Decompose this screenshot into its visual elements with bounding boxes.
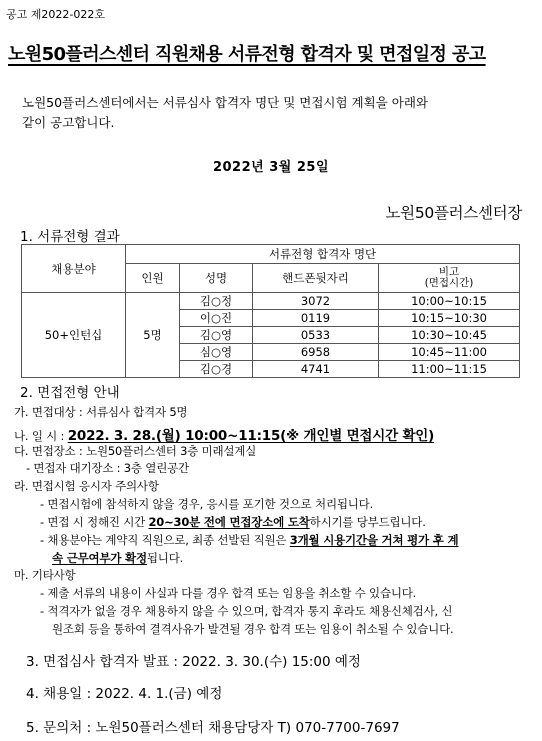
time-cell: 10:00~10:15 — [379, 293, 520, 310]
item-ra: 라. 면접시험 응시자 주의사항 — [14, 479, 159, 493]
item-ra-2 — [40, 514, 426, 530]
item-ma-1: - 제출 서류의 내용이 사실과 다를 경우 합격 또는 임용을 취소할 수 있습니다. — [40, 586, 417, 600]
time-cell: 10:45~11:00 — [379, 344, 520, 361]
item-ra-3-a: - 채용분야는 계약직 직원으로, 최종 선발된 직원은 — [40, 533, 290, 547]
col-phone-header: 핸드폰뒷자리 — [253, 264, 379, 293]
section-2-heading: 2. 면접전형 안내 — [20, 385, 120, 401]
field-cell: 50+인턴십 — [22, 293, 126, 378]
section-3: 3. 면접심사 합격자 발표 : 2022. 3. 30.(수) 15:00 예정 — [26, 654, 361, 670]
item-da: 다. 면접장소 : 노원50플러스센터 3층 미래설계실 — [14, 444, 257, 458]
notice-date: 2022년 3월 25일 — [212, 160, 330, 175]
item-ra-1: - 면접시험에 참석하지 않을 경우, 응시를 포기한 것으로 처리됩니다. — [40, 497, 374, 511]
item-ma-2b: 원조회 등을 통하여 결격사유가 발견될 경우 합격 또는 임용이 취소될 수 있습니다. — [52, 622, 454, 636]
time-cell: 11:00~11:15 — [379, 361, 520, 378]
phone-cell: 0119 — [253, 310, 379, 327]
intro-line-2: 같이 공고합니다. — [22, 115, 115, 130]
col-count-header: 인원 — [126, 264, 180, 293]
item-ra-2-a: - 면접 시 정해진 시간 — [40, 515, 149, 529]
item-na-label: 나. 일 시 : — [14, 429, 68, 443]
name-cell: 김○영 — [180, 327, 253, 344]
col-note-header — [379, 264, 520, 293]
time-cell: 10:30~10:45 — [379, 327, 520, 344]
notice-number: 공고 제2022-022호 — [6, 8, 105, 21]
item-na — [14, 424, 434, 444]
item-ra-3-d: 됩니다. — [146, 551, 184, 565]
result-table — [21, 244, 520, 378]
page-title: 노원50플러스센터 직원채용 서류전형 합격자 및 면접일정 공고 — [8, 44, 486, 65]
item-da-sub: - 면접자 대기장소 : 3층 열린공간 — [26, 461, 189, 475]
item-ra-3 — [40, 532, 458, 548]
item-ra-3-cont — [52, 550, 183, 566]
col-note-label: 비고 — [438, 266, 460, 278]
name-cell: 이○진 — [180, 310, 253, 327]
signer: 노원50플러스센터장 — [385, 204, 522, 222]
item-ma-2: - 적격자가 없을 경우 채용하지 않을 수 있으며, 합격자 통지 후라도 채용신체검사, 신 — [40, 604, 453, 618]
col-field-header: 채용분야 — [22, 245, 126, 293]
section-5: 5. 문의처 : 노원50플러스센터 채용담당자 T) 070-7700-7697 — [26, 720, 400, 736]
col-name-header: 성명 — [180, 264, 253, 293]
name-cell: 김○정 — [180, 293, 253, 310]
group-header: 서류전형 합격자 명단 — [126, 245, 520, 264]
probation-notice: 3개월 시용기간을 거쳐 평가 후 계 — [289, 533, 459, 547]
item-ma: 마. 기타사항 — [14, 568, 76, 582]
time-cell: 10:15~10:30 — [379, 310, 520, 327]
interview-datetime: 2022. 3. 28.(월) 10:00~11:15(※ 개인별 면접시간 확인) — [67, 428, 435, 444]
intro-line-1: 노원50플러스센터에서는 서류심사 합격자 명단 및 면접시험 계획을 아래와 — [22, 95, 428, 110]
arrival-notice: 20~30분 전에 면접장소에 도착 — [148, 515, 310, 529]
section-4: 4. 채용일 : 2022. 4. 1.(금) 예정 — [26, 686, 223, 702]
count-cell: 5명 — [126, 293, 180, 378]
item-ra-2-c: 하시기를 당부드립니다. — [309, 515, 426, 529]
table-row — [22, 293, 520, 310]
phone-cell: 6958 — [253, 344, 379, 361]
phone-cell: 4741 — [253, 361, 379, 378]
phone-cell: 3072 — [253, 293, 379, 310]
name-cell: 김○경 — [180, 361, 253, 378]
phone-cell: 0533 — [253, 327, 379, 344]
intro-paragraph — [22, 93, 522, 133]
item-ga: 가. 면접대상 : 서류심사 합격자 5명 — [14, 405, 188, 419]
section-1-heading: 1. 서류전형 결과 — [20, 229, 120, 245]
name-cell: 심○영 — [180, 344, 253, 361]
col-note-sublabel: (면접시간) — [424, 277, 474, 289]
probation-notice-cont: 속 근무여부가 확정 — [52, 551, 147, 565]
